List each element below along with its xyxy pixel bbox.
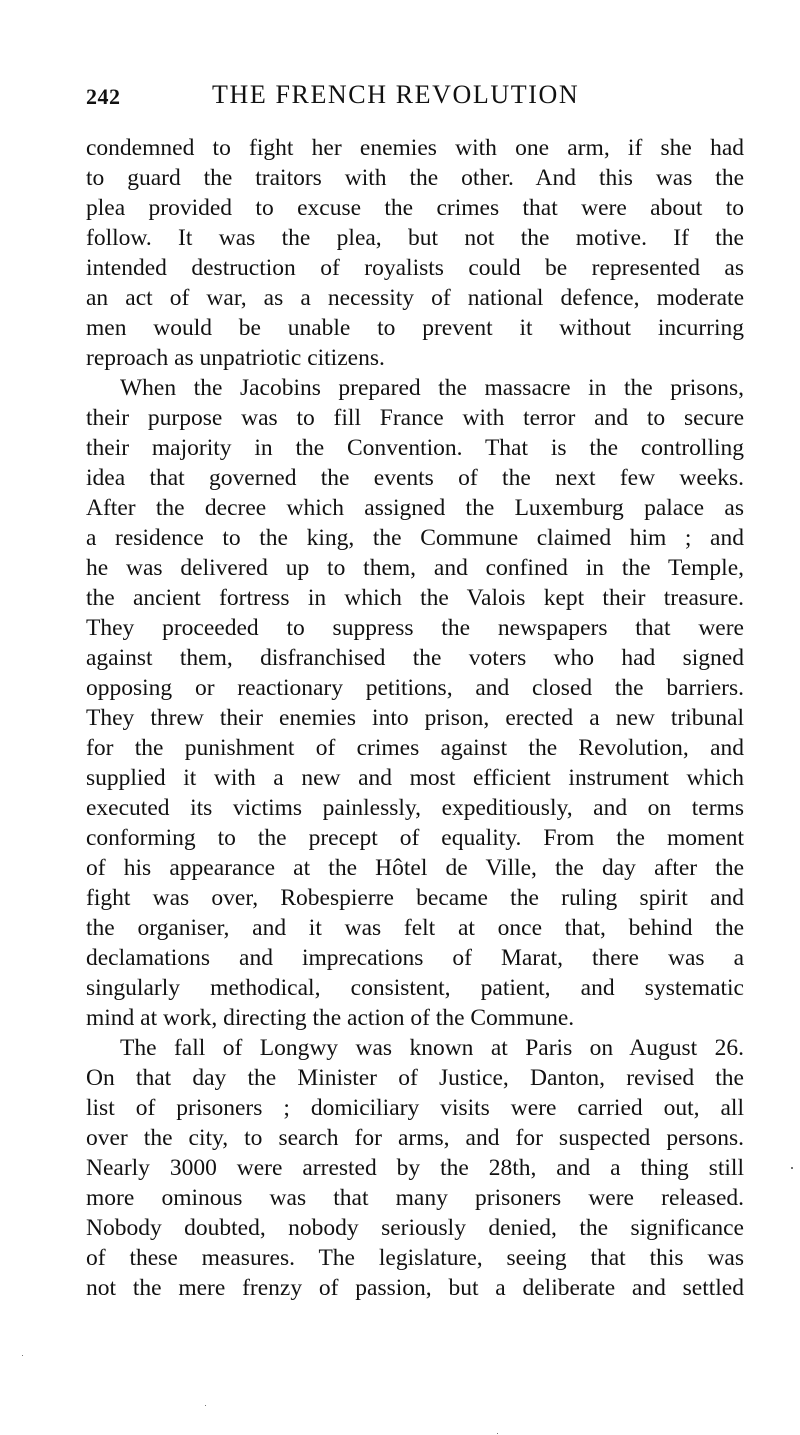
text-line: their majority in the Convention. That is the controlling [86, 435, 744, 461]
text-line: conforming to the precept of equality. From the moment [86, 825, 744, 851]
scan-speck [497, 1433, 498, 1434]
body-text [86, 133, 744, 1303]
text-line: The fall of Longwy was known at Paris on August 26. [120, 1035, 744, 1061]
text-line: Nearly 3000 were arrested by the 28th, and a thing still [86, 1155, 744, 1181]
text-line: Nobody doubted, nobody seriously denied, the significance [86, 1215, 744, 1241]
text-line: over the city, to search for arms, and for suspected persons. [86, 1125, 744, 1151]
text-line: mind at work, directing the action of the Commune. [86, 1005, 575, 1031]
text-line: declamations and imprecations of Marat, there was a [86, 945, 744, 971]
text-line: singularly methodical, consistent, patient, and systematic [86, 975, 744, 1001]
text-line: After the decree which assigned the Luxemburg palace as [86, 495, 744, 521]
text-line: more ominous was that many prisoners were released. [86, 1185, 744, 1211]
text-line: for the punishment of crimes against the Revolution, and [86, 735, 744, 761]
text-line: idea that governed the events of the next few weeks. [86, 465, 744, 491]
text-line: the ancient fortress in which the Valois kept their treasure. [86, 585, 744, 611]
running-head [86, 80, 746, 114]
text-line: a residence to the king, the Commune claimed him ; and [86, 525, 744, 551]
scan-speck [22, 1355, 23, 1356]
text-line: list of prisoners ; domiciliary visits were carried out, all [86, 1095, 744, 1121]
text-line: When the Jacobins prepared the massacre in the prisons, [120, 375, 744, 401]
text-line: of his appearance at the Hôtel de Ville, the day after the [86, 855, 744, 881]
paragraph [86, 1033, 744, 1303]
text-line: an act of war, as a necessity of national defence, moderate [86, 285, 744, 311]
text-line: intended destruction of royalists could be represented as [86, 255, 744, 281]
text-line: against them, disfranchised the voters who had signed [86, 645, 744, 671]
paragraph [86, 373, 744, 1033]
text-line: fight was over, Robespierre became the ruling spirit and [86, 885, 744, 911]
scan-speck [791, 1167, 793, 1169]
text-line: They threw their enemies into prison, erected a new tribunal [86, 705, 744, 731]
text-line: On that day the Minister of Justice, Danton, revised the [86, 1065, 744, 1091]
text-line: condemned to fight her enemies with one arm, if she had [86, 135, 744, 161]
text-line: not the mere frenzy of passion, but a deliberate and settled [86, 1275, 744, 1301]
text-line: men would be unable to prevent it without incurring [86, 315, 744, 341]
text-line: of these measures. The legislature, seeing that this was [86, 1245, 744, 1271]
running-title: THE FRENCH REVOLUTION [212, 80, 580, 109]
text-line: opposing or reactionary petitions, and closed the barriers. [86, 675, 744, 701]
text-line: supplied it with a new and most efficient instrument which [86, 765, 744, 791]
page-number: 242 [86, 84, 121, 109]
text-line: to guard the traitors with the other. And this was the [86, 165, 744, 191]
paragraph [86, 133, 744, 373]
text-line: follow. It was the plea, but not the motive. If the [86, 225, 744, 251]
text-line: their purpose was to fill France with terror and to secure [86, 405, 744, 431]
text-line: executed its victims painlessly, expeditiously, and on terms [86, 795, 744, 821]
text-line: reproach as unpatriotic citizens. [86, 345, 385, 371]
text-line: he was delivered up to them, and confined in the Temple, [86, 555, 744, 581]
text-line: the organiser, and it was felt at once that, behind the [86, 915, 744, 941]
text-line: They proceeded to suppress the newspapers that were [86, 615, 744, 641]
scan-speck [205, 1405, 206, 1406]
text-line: plea provided to excuse the crimes that were about to [86, 195, 744, 221]
